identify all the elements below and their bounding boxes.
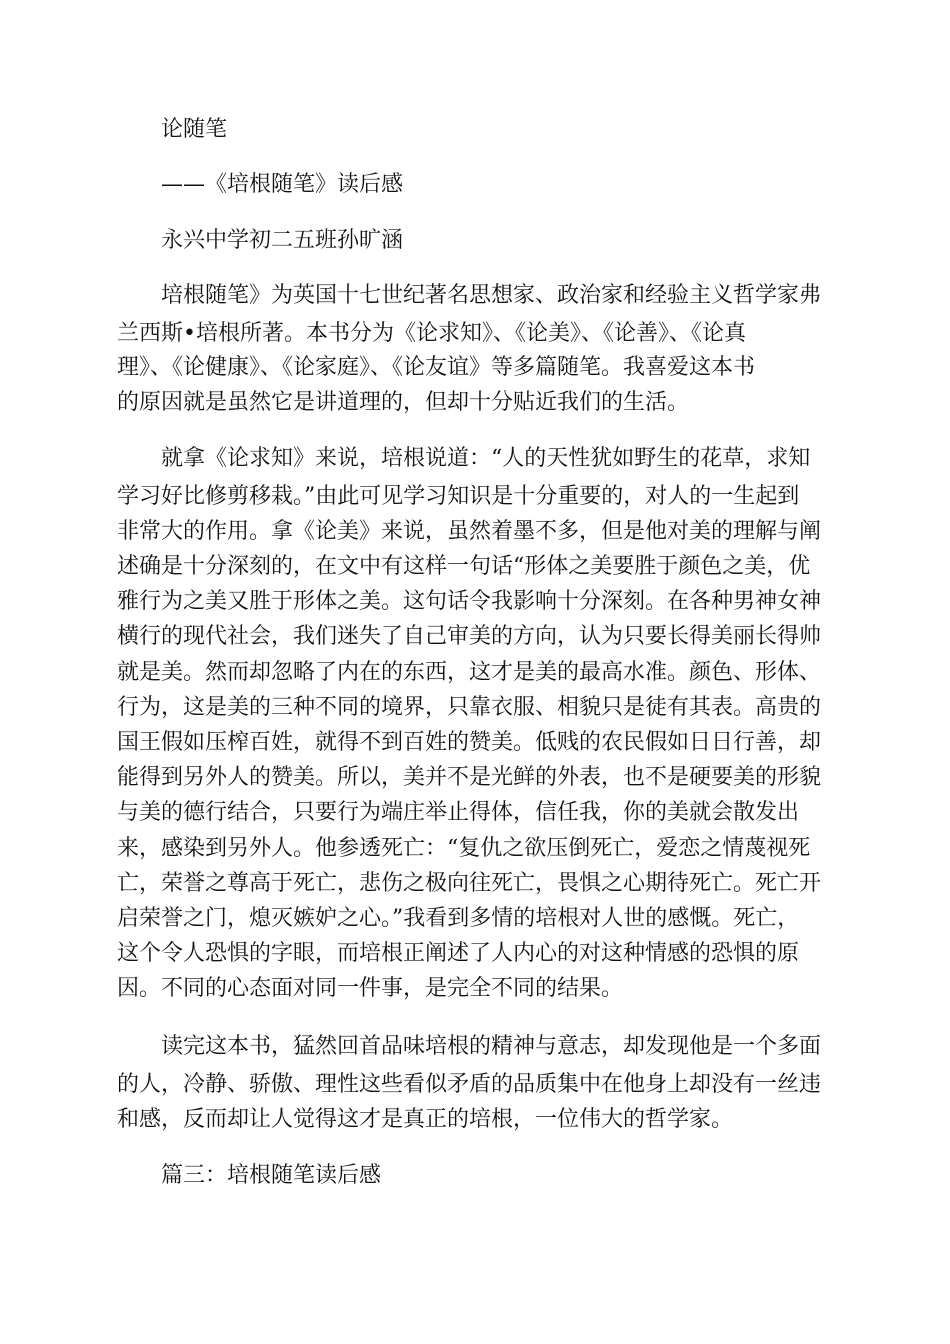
- paragraph-line: 与美的德行结合，只要行为端庄举止得体，信任我，你的美就会散发出: [117, 800, 800, 825]
- paragraph-line: 雅行为之美又胜于形体之美。这句话令我影响十分深刻。在各种男神女神: [117, 589, 822, 614]
- paragraph-line: 启荣誉之门，熄灭嫉妒之心。”我看到多情的培根对人世的感慨。死亡，: [117, 906, 800, 931]
- paragraph-line: 这个令人恐惧的字眼，而培根正阐述了人内心的对这种情感的恐惧的原: [117, 941, 800, 966]
- document-author: 永兴中学初二五班孙旷涵: [161, 228, 404, 253]
- paragraph-line: 培根随笔》为英国十七世纪著名思想家、政治家和经验主义哲学家弗: [161, 283, 822, 308]
- paragraph-line: 因。不同的心态面对同一件事，是完全不同的结果。: [117, 976, 624, 1001]
- paragraph-line: 和感，反而却让人觉得这才是真正的培根，一位伟大的哲学家。: [117, 1107, 734, 1132]
- paragraph-line: 来，感染到另外人。他参透死亡：“复仇之欲压倒死亡，爱恋之情蔑视死: [117, 836, 811, 861]
- section-heading: 篇三：培根随笔读后感: [161, 1163, 382, 1188]
- paragraph-line: 述确是十分深刻的，在文中有这样一句话“形体之美要胜于颜色之美，优: [117, 554, 811, 579]
- paragraph-line: 亡，荣誉之尊高于死亡，悲伤之极向往死亡，畏惧之心期待死亡。死亡开: [117, 871, 822, 896]
- paragraph-line: 非常大的作用。拿《论美》来说，虽然着墨不多，但是他对美的理解与阐: [117, 519, 822, 544]
- paragraph-line: 行为，这是美的三种不同的境界，只靠衣服、相貌只是徒有其表。高贵的: [117, 695, 822, 720]
- paragraph-line: 就拿《论求知》来说，培根说道：“人的天性犹如野生的花草，求知: [161, 446, 811, 471]
- paragraph-line: 学习好比修剪移栽。”由此可见学习知识是十分重要的，对人的一生起到: [117, 484, 800, 509]
- paragraph-line: 理》、《论健康》、《论家庭》、《论友谊》等多篇随笔。我喜爱这本书: [117, 355, 756, 380]
- paragraph-line: 能得到另外人的赞美。所以，美并不是光鲜的外表，也不是硬要美的形貌: [117, 765, 822, 790]
- paragraph-line: 国王假如压榨百姓，就得不到百姓的赞美。低贱的农民假如日日行善，却: [117, 730, 822, 755]
- paragraph-line: 读完这本书，猛然回首品味培根的精神与意志，却发现他是一个多面: [161, 1034, 822, 1059]
- paragraph-line: 就是美。然而却忽略了内在的东西，这才是美的最高水准。颜色、形体、: [117, 660, 822, 685]
- paragraph-line: 的人，冷静、骄傲、理性这些看似矛盾的品质集中在他身上却没有一丝违: [117, 1072, 822, 1097]
- paragraph-line: 的原因就是虽然它是讲道理的，但却十分贴近我们的生活。: [117, 390, 690, 415]
- paragraph-line: 横行的现代社会，我们迷失了自己审美的方向，认为只要长得美丽长得帅: [117, 624, 822, 649]
- paragraph-line: 兰西斯•培根所著。本书分为《论求知》、《论美》、《论善》、《论真: [117, 321, 746, 346]
- document-title: 论随笔: [161, 117, 228, 142]
- document-subtitle: ——《培根随笔》读后感: [161, 172, 404, 197]
